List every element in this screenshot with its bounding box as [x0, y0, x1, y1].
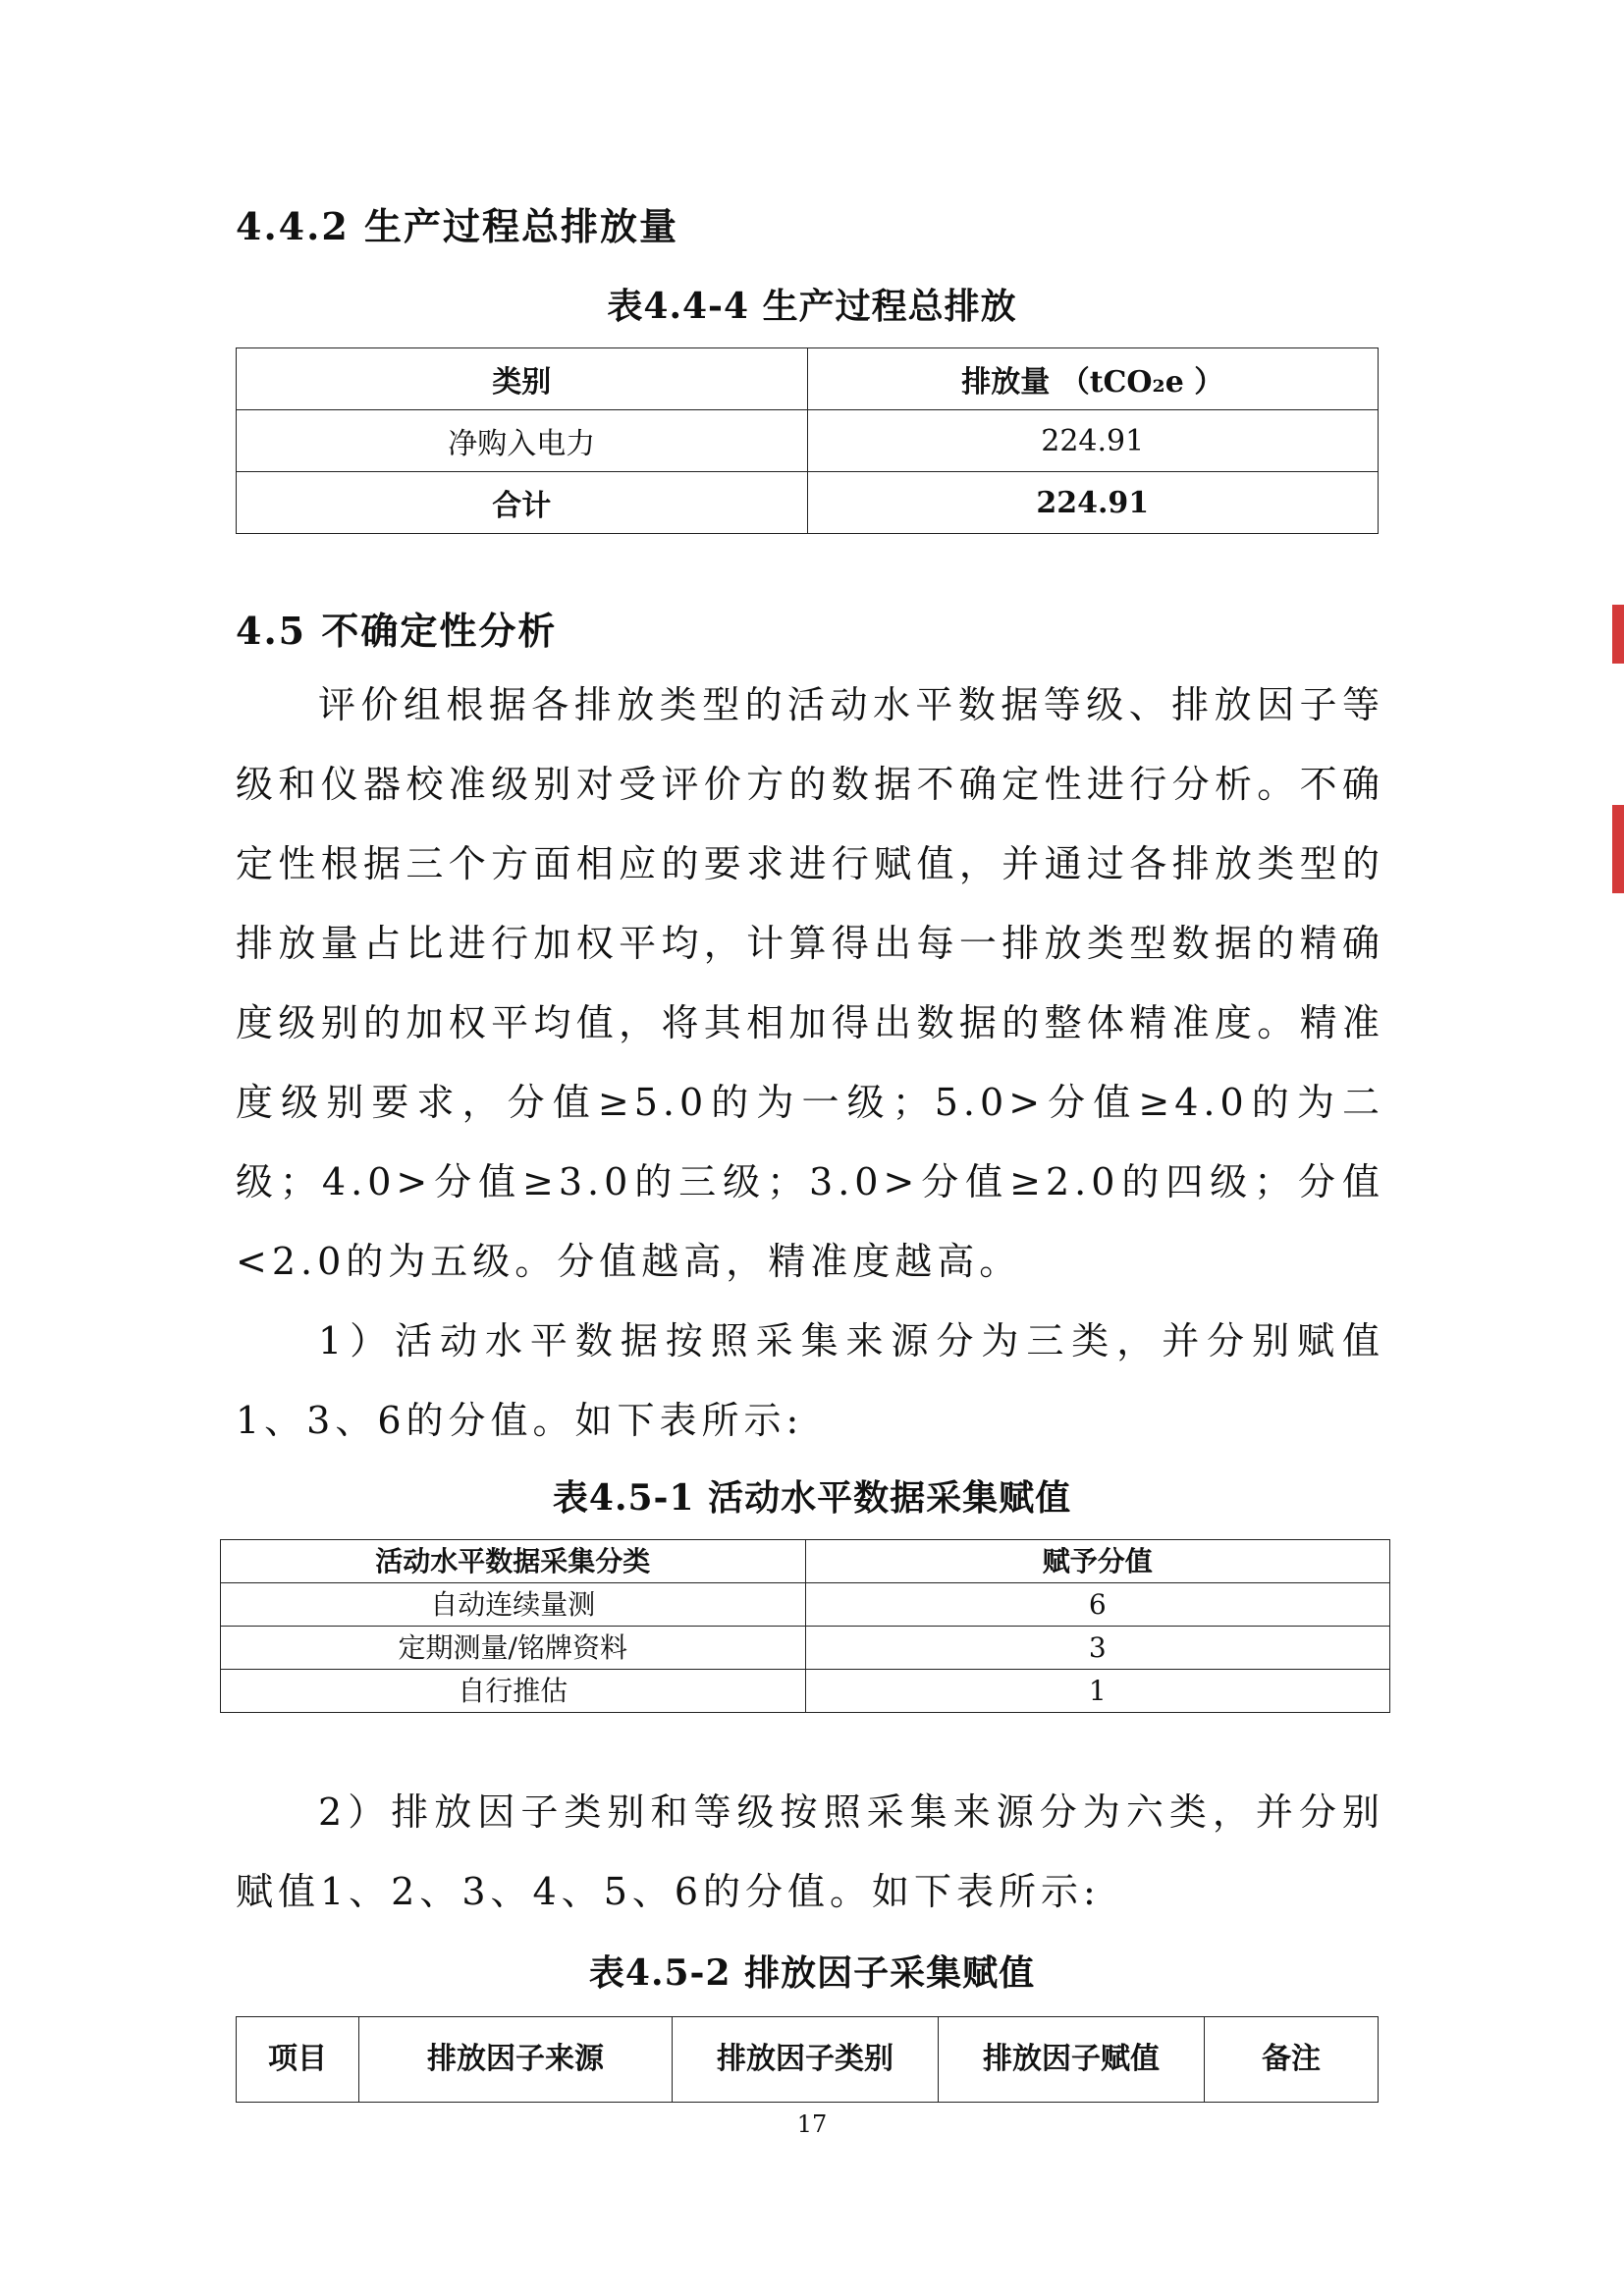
body-text	[236, 1773, 1384, 1932]
table-cell: 1	[805, 1670, 1390, 1713]
table-caption-4-5-2: 表4.5-2 排放因子采集赋值	[588, 1952, 1036, 1994]
header-cell: 赋予分值	[805, 1540, 1390, 1583]
total-value: 224.91	[807, 472, 1379, 534]
seal-edge-mark	[1612, 805, 1624, 893]
emissions-table	[236, 347, 1379, 534]
table-row	[221, 1627, 1390, 1670]
header-cell: 类别	[237, 348, 808, 410]
page-number: 17	[796, 2110, 828, 2138]
table-cell: 自行推估	[221, 1670, 806, 1713]
total-label: 合计	[237, 472, 808, 534]
table-caption-4-5-1: 表4.5-1 活动水平数据采集赋值	[552, 1477, 1072, 1519]
section-heading-4-5: 4.5 不确定性分析	[236, 609, 558, 653]
header-cell: 排放因子赋值	[939, 2017, 1205, 2103]
emission-factor-score-table	[236, 2016, 1379, 2103]
paragraph: 评价组根据各排放类型的活动水平数据等级、排放因子等级和仪器校准级别对受评价方的数据不确定性进行分析。不确定性根据三个方面相应的要求进行赋值，并通过各排放类型的排放量占比进行加权平均，计算得出每一排放类型数据的精确度级别的加权平均值，将其相加得出数据的整体精准度。精准度级别要求，分值≥5.0的为一级；5.0>分值≥4.0的为二级；4.0>分值≥3.0的三级；3.0>分值≥2.0的四级；分值<2.0的为五级。分值越高，精准度越高。	[236, 683, 1384, 1283]
table-cell: 6	[805, 1583, 1390, 1627]
table-cell: 224.91	[807, 410, 1379, 472]
table-header-row	[221, 1540, 1390, 1583]
table-cell: 自动连续量测	[221, 1583, 806, 1627]
section-heading-4-4-2: 4.4.2 生产过程总排放量	[236, 204, 679, 248]
table-total-row	[237, 472, 1379, 534]
seal-edge-mark	[1612, 605, 1624, 664]
table-row	[221, 1583, 1390, 1627]
body-text	[236, 666, 1384, 1461]
table-cell: 净购入电力	[237, 410, 808, 472]
table-cell: 3	[805, 1627, 1390, 1670]
header-cell: 项目	[237, 2017, 359, 2103]
table-caption-4-4-4: 表4.4-4 生产过程总排放	[607, 286, 1017, 327]
header-cell: 排放量 （tCO₂e ）	[807, 348, 1379, 410]
header-cell: 活动水平数据采集分类	[221, 1540, 806, 1583]
table-row	[221, 1670, 1390, 1713]
header-cell: 排放因子类别	[673, 2017, 939, 2103]
header-cell: 排放因子来源	[359, 2017, 673, 2103]
table-cell: 定期测量/铭牌资料	[221, 1627, 806, 1670]
paragraph: 1）活动水平数据按照采集来源分为三类，并分别赋值1、3、6的分值。如下表所示:	[236, 1319, 1384, 1442]
header-cell: 备注	[1205, 2017, 1379, 2103]
paragraph: 2）排放因子类别和等级按照采集来源分为六类，并分别赋值1、2、3、4、5、6的分值。如下表所示:	[236, 1790, 1384, 1913]
table-header-row	[237, 2017, 1379, 2103]
table-row	[237, 410, 1379, 472]
table-header-row	[237, 348, 1379, 410]
activity-data-score-table	[220, 1539, 1390, 1713]
